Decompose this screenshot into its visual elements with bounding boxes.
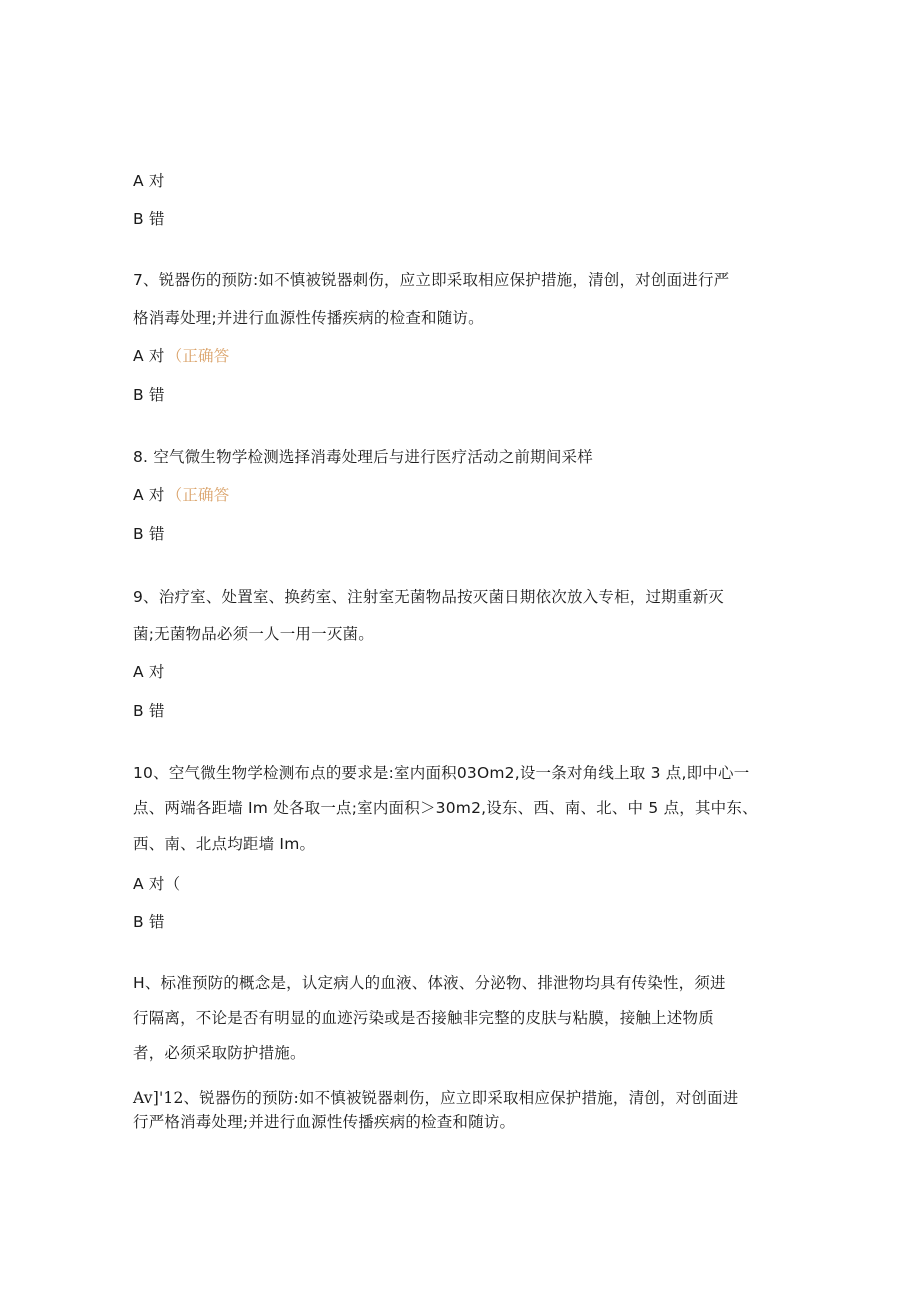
question-11-line-3: 者，必须采取防护措施。 [133,1044,306,1062]
option-a [133,170,165,192]
question-11-line-2: 行隔离，不论是否有明显的血迹污染或是否接触非完整的皮肤与粘膜，接触上述物质 [133,1009,714,1027]
question-9-line-1: 9、治疗室、处置室、换药室、注射室无菌物品按灭菌日期依次放入专柜，过期重新灭 [133,588,724,606]
option-label: A 对 [133,486,165,504]
question-7-line-2: 格消毒处理;并进行血源性传播疾病的检查和随访。 [133,309,484,327]
question-10-line-3: 西、南、北点均距墙 Im。 [133,835,316,853]
question-10-line-2: 点、两端各距墙 Im 处各取一点;室内面积＞30m2,设东、西、南、北、中 5 点，其中东、 [133,799,758,817]
option-label: B 错 [133,386,165,404]
option-label: A 对 [133,172,165,190]
option-label: B 错 [133,702,165,720]
option-a [133,484,229,506]
option-label: B 错 [133,210,165,228]
option-b [133,700,165,722]
question-7-line-1: 7、锐器伤的预防:如不慎被锐器刺伤，应立即采取相应保护措施，清创，对创面进行严 [133,271,730,289]
question-12-line-2: 行严格消毒处理;并进行血源性传播疾病的检查和随访。 [133,1113,516,1131]
option-a [133,873,180,895]
option-b [133,384,165,406]
answer-note: （正确答 [166,347,230,365]
option-b [133,911,165,933]
option-a [133,345,229,367]
question-10-line-1: 10、空气微生物学检测布点的要求是:室内面积03Om2,设一条对角线上取 3 点,即中心一 [133,764,750,782]
question-12-line-1: Av]'12、锐器伤的预防:如不慎被锐器刺伤，应立即采取相应保护措施，清创，对创面进 [133,1089,739,1107]
option-b [133,208,165,230]
question-11-line-1: H、标准预防的概念是，认定病人的血液、体液、分泌物、排泄物均具有传染性，须进 [133,974,726,992]
option-label: B 错 [133,913,165,931]
option-label: A 对 [133,663,165,681]
option-label: A 对（ [133,875,181,893]
option-a [133,661,165,683]
option-label: A 对 [133,347,165,365]
answer-note: （正确答 [166,486,230,504]
option-b [133,523,165,545]
question-9-line-2: 菌;无菌物品必须一人一用一灭菌。 [133,625,374,643]
option-label: B 错 [133,525,165,543]
question-8-line-1: 8. 空气微生物学检测选择消毒处理后与进行医疗活动之前期间采样 [133,448,593,466]
